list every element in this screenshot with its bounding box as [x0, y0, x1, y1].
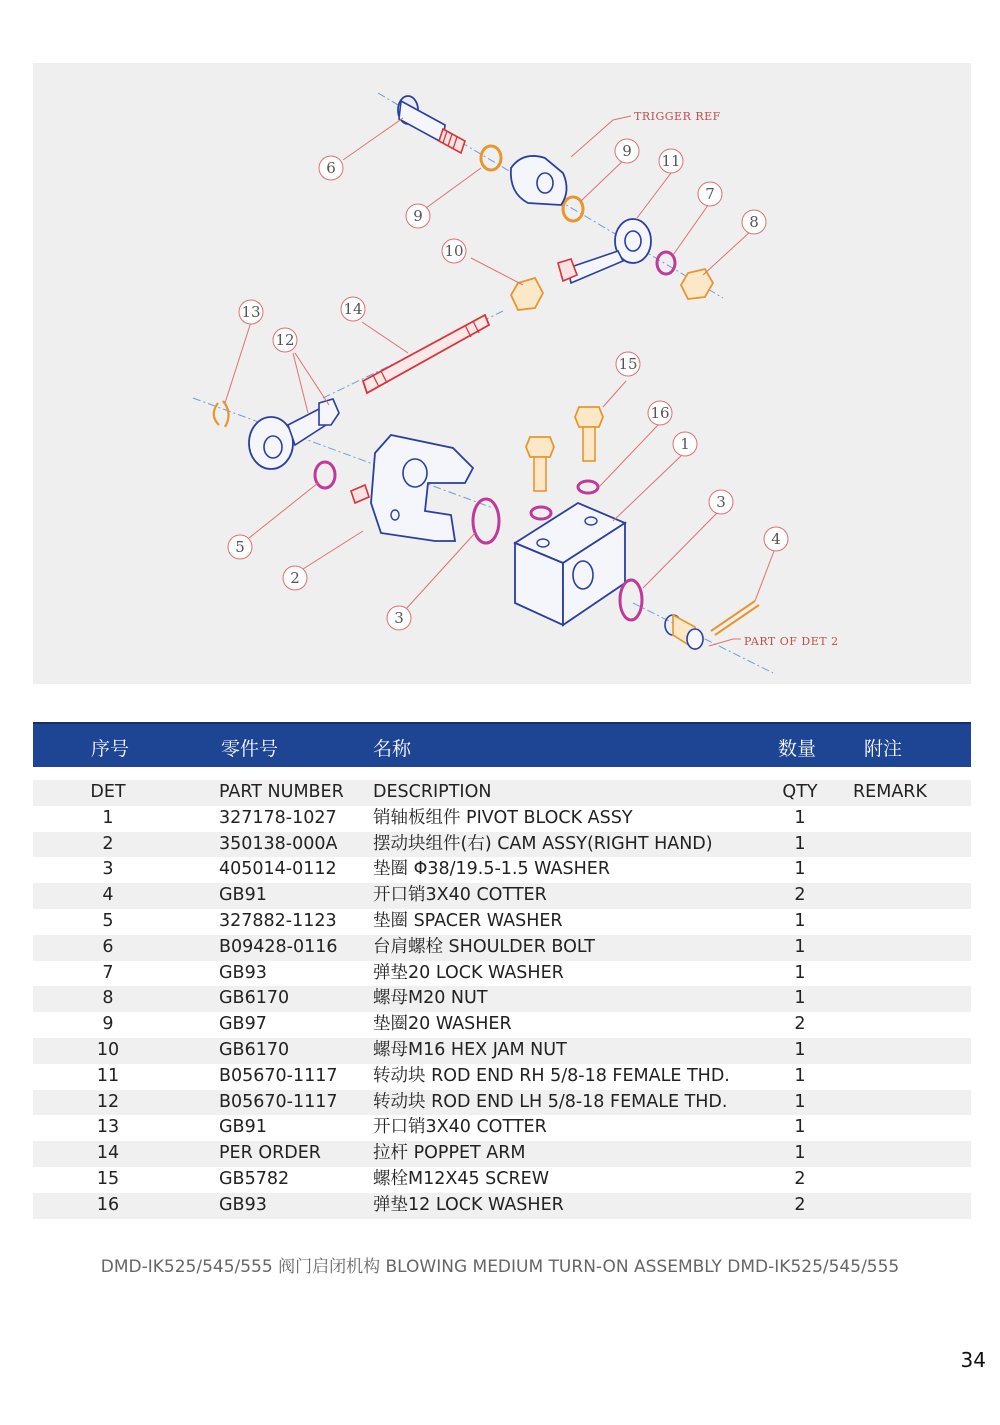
svg-text:7: 7	[705, 185, 715, 203]
table-row	[33, 935, 971, 961]
svg-text:4: 4	[771, 530, 781, 548]
table-row	[33, 1064, 971, 1090]
cell-description: 螺母M16 HEX JAM NUT	[373, 1039, 567, 1060]
cell-qty: 1	[794, 1091, 806, 1112]
callout-2	[283, 566, 307, 590]
washer-38-part-right	[620, 580, 642, 620]
washer-38-part-left	[473, 499, 499, 543]
table-body	[33, 806, 971, 1219]
svg-text:3: 3	[394, 609, 404, 627]
svg-text:13: 13	[241, 303, 261, 321]
table-row	[33, 909, 971, 935]
cell-det: 9	[102, 1014, 114, 1035]
svg-text:9: 9	[413, 207, 423, 225]
cell-part-number: B05670-1117	[219, 1091, 338, 1112]
cell-part-number: 327178-1027	[219, 807, 337, 828]
cell-qty: 2	[794, 1014, 806, 1035]
cell-det: 8	[102, 988, 114, 1009]
cell-det: 14	[96, 1143, 120, 1164]
callout-10	[442, 239, 466, 263]
svg-text:1: 1	[680, 435, 690, 453]
cell-det: 4	[102, 885, 114, 906]
cell-description: 销轴板组件 PIVOT BLOCK ASSY	[373, 807, 633, 828]
cell-qty: 1	[794, 833, 806, 854]
svg-text:9: 9	[622, 142, 632, 160]
cell-qty: 1	[794, 988, 806, 1009]
cell-description: 螺母M20 NUT	[373, 988, 488, 1009]
cell-qty: 2	[794, 885, 806, 906]
svg-text:6: 6	[326, 159, 336, 177]
cell-part-number: GB91	[219, 885, 267, 906]
header-cn-det: 序号	[91, 738, 130, 760]
callout-14	[341, 297, 365, 321]
pivot-block-part	[515, 503, 625, 625]
cell-description: 开口销3X40 COTTER	[373, 1117, 547, 1138]
poppet-arm-part	[363, 315, 489, 393]
cam-assy-part	[351, 435, 473, 541]
spacer-washer-part	[315, 462, 335, 488]
cell-qty: 1	[794, 807, 806, 828]
svg-text:5: 5	[235, 538, 245, 556]
cell-det: 15	[96, 1168, 120, 1189]
callout-3-left	[387, 606, 411, 630]
lock-washer-part-20	[657, 252, 675, 274]
cell-qty: 1	[794, 1065, 806, 1086]
table-row	[33, 1193, 971, 1219]
header-cn-qty: 数量	[778, 738, 817, 760]
rod-end-lh-part	[249, 399, 339, 469]
cell-det: 1	[102, 807, 114, 828]
parts-table	[33, 780, 971, 1219]
svg-text:8: 8	[749, 213, 759, 231]
svg-text:3: 3	[716, 493, 726, 511]
header-en-det: DET	[90, 782, 126, 802]
cell-det: 13	[96, 1117, 120, 1138]
cell-det: 10	[96, 1039, 120, 1060]
cell-description: 弹垫20 LOCK WASHER	[373, 962, 564, 983]
header-cn-description: 名称	[373, 738, 412, 760]
table-row	[33, 857, 971, 883]
callout-12	[273, 328, 297, 352]
table-row	[33, 883, 971, 909]
callout-9-right	[615, 139, 639, 163]
table-row	[33, 832, 971, 858]
table-row	[33, 986, 971, 1012]
table-row	[33, 806, 971, 832]
callout-6	[319, 156, 343, 180]
cell-part-number: GB6170	[219, 988, 290, 1009]
nut-m20-part	[681, 269, 713, 299]
cell-det: 6	[102, 936, 114, 957]
washer-part-upper	[481, 146, 501, 170]
cell-part-number: 327882-1123	[219, 910, 337, 931]
callout-9-left	[406, 204, 430, 228]
cell-part-number: PER ORDER	[219, 1143, 321, 1164]
cell-qty: 1	[794, 936, 806, 957]
cell-qty: 1	[794, 1117, 806, 1138]
callout-15	[616, 352, 640, 376]
svg-text:11: 11	[661, 152, 681, 170]
cell-description: 拉杆 POPPET ARM	[373, 1143, 526, 1164]
cell-part-number: GB91	[219, 1117, 267, 1138]
table-row	[33, 1012, 971, 1038]
callout-5	[228, 535, 252, 559]
lock-washer-part-12-left	[531, 507, 551, 519]
cell-description: 摆动块组件(右) CAM ASSY(RIGHT HAND)	[373, 833, 713, 854]
screw-m12-part-right	[575, 407, 603, 461]
jam-nut-m16-part	[511, 278, 543, 310]
cell-description: 转动块 ROD END RH 5/8-18 FEMALE THD.	[373, 1065, 730, 1086]
table-row	[33, 1090, 971, 1116]
cell-description: 台肩螺栓 SHOULDER BOLT	[373, 936, 595, 957]
callout-8	[742, 210, 766, 234]
cell-det: 12	[96, 1091, 120, 1112]
table-header-cn	[33, 722, 971, 767]
cotter-pin-part-4	[711, 601, 759, 635]
header-en-part-number: PART NUMBER	[219, 782, 344, 802]
trigger-ref-note: TRIGGER REF	[634, 110, 721, 123]
cell-part-number: GB5782	[219, 1168, 290, 1189]
cell-description: 垫圈 Φ38/19.5-1.5 WASHER	[373, 859, 610, 880]
page-number: 34	[960, 1348, 986, 1372]
cell-part-number: 350138-000A	[219, 833, 338, 854]
cell-description: 转动块 ROD END LH 5/8-18 FEMALE THD.	[373, 1091, 728, 1112]
cell-part-number: GB93	[219, 962, 267, 983]
cell-description: 弹垫12 LOCK WASHER	[373, 1194, 564, 1215]
header-en-description: DESCRIPTION	[373, 782, 492, 802]
callout-1	[673, 432, 697, 456]
callout-13	[239, 300, 263, 324]
part-of-det-note: PART OF DET 2	[744, 635, 839, 648]
cell-det: 2	[102, 833, 114, 854]
diagram-canvas	[33, 63, 971, 684]
shoulder-bolt-part	[398, 96, 465, 153]
cell-qty: 1	[794, 1039, 806, 1060]
cell-description: 开口销3X40 COTTER	[373, 885, 547, 906]
figure-caption: DMD-IK525/545/555 阀门启闭机构 BLOWING MEDIUM TURN-ON ASSEMBLY DMD-IK525/545/555	[100, 1257, 900, 1277]
table-header-en	[33, 780, 971, 806]
rod-end-rh-part	[558, 219, 651, 283]
cell-part-number: GB93	[219, 1194, 267, 1215]
cell-qty: 2	[794, 1194, 806, 1215]
cell-part-number: B09428-0116	[219, 936, 338, 957]
cell-part-number: 405014-0112	[219, 859, 337, 880]
lock-washer-part-12-right	[578, 481, 598, 493]
svg-text:2: 2	[290, 569, 300, 587]
svg-text:12: 12	[275, 331, 295, 349]
cell-det: 3	[102, 859, 114, 880]
screw-m12-part-left	[526, 437, 554, 491]
cell-description: 垫圈 SPACER WASHER	[373, 910, 563, 931]
table-row	[33, 1038, 971, 1064]
cell-part-number: GB97	[219, 1014, 267, 1035]
cell-qty: 1	[794, 859, 806, 880]
svg-text:10: 10	[444, 242, 464, 260]
table-row	[33, 1115, 971, 1141]
exploded-assembly-diagram	[33, 63, 971, 684]
callout-group	[228, 139, 788, 630]
cotter-pin-part-13	[214, 401, 229, 427]
table-row	[33, 1167, 971, 1193]
header-en-remark: REMARK	[853, 782, 927, 802]
leader-lines	[225, 116, 774, 646]
cell-det: 7	[102, 962, 114, 983]
cell-det: 16	[96, 1194, 120, 1215]
cell-qty: 1	[794, 910, 806, 931]
cell-qty: 1	[794, 1143, 806, 1164]
callout-7	[698, 182, 722, 206]
cell-det: 11	[96, 1065, 120, 1086]
svg-text:14: 14	[343, 300, 363, 318]
cell-qty: 1	[794, 962, 806, 983]
cell-det: 5	[102, 910, 114, 931]
header-cn-remark: 附注	[864, 738, 903, 760]
table-row	[33, 961, 971, 987]
header-cn-part-number: 零件号	[221, 738, 279, 760]
trigger-cam-part	[511, 156, 567, 205]
callout-3-right	[709, 490, 733, 514]
cell-part-number: GB6170	[219, 1039, 290, 1060]
table-row	[33, 1141, 971, 1167]
cell-description: 螺栓M12X45 SCREW	[373, 1168, 550, 1189]
cell-qty: 2	[794, 1168, 806, 1189]
pin-part-of-cam	[665, 615, 703, 649]
svg-text:15: 15	[618, 355, 638, 373]
cell-description: 垫圈20 WASHER	[373, 1014, 512, 1035]
callout-16	[648, 401, 672, 425]
callout-4	[764, 527, 788, 551]
header-en-qty: QTY	[782, 782, 818, 802]
callout-11	[659, 149, 683, 173]
svg-text:16: 16	[650, 404, 670, 422]
cell-part-number: B05670-1117	[219, 1065, 338, 1086]
